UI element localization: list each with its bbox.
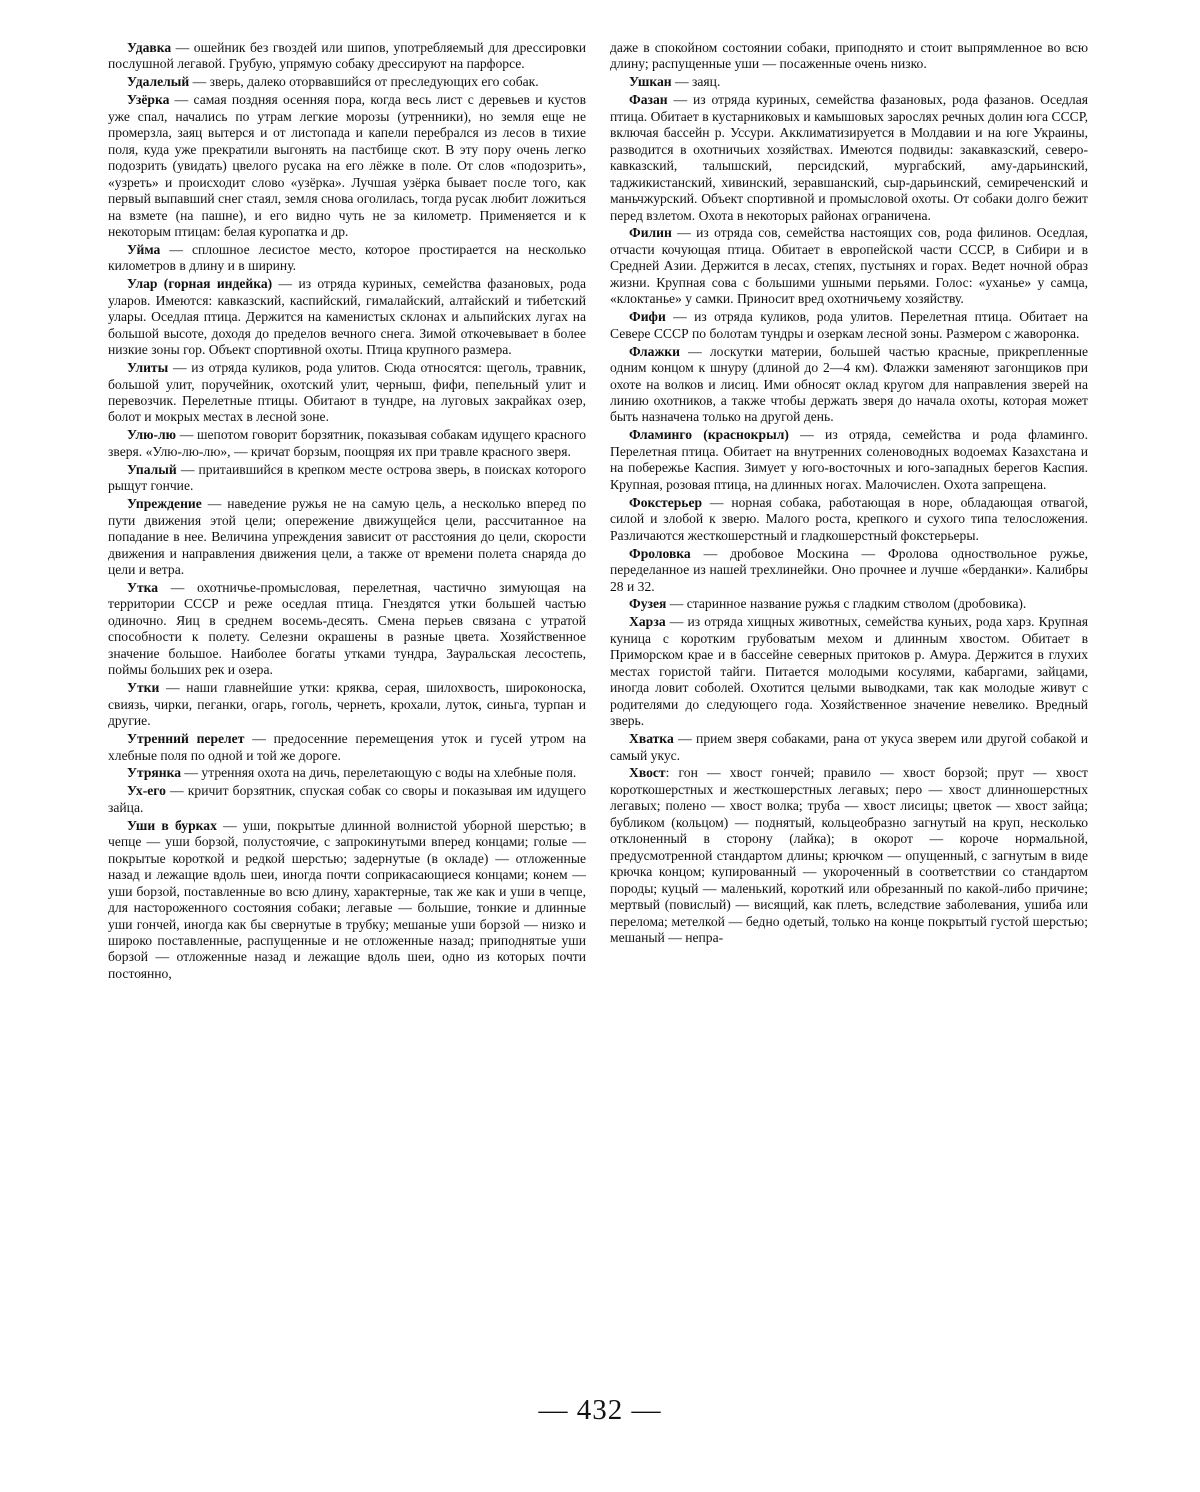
entry-fifi	[610, 309, 1088, 342]
entry-term: Харза	[629, 614, 666, 630]
entry-text: — кричит борзятник, спуская собак со своры и показывая им идущего зайца.	[108, 783, 586, 815]
entry-ulity	[108, 360, 586, 426]
entry-ulyu-lyu	[108, 427, 586, 460]
entry-continuation: даже в спокойном состоянии собаки, приподнято и стоит выпрямленное во всю длину; распущенные уши — посаженные очень низко.	[610, 40, 1088, 72]
entry-hvost	[610, 765, 1088, 946]
entry-term: Узёрка	[127, 92, 170, 108]
entry-term: Фазан	[629, 92, 668, 108]
entry-text: — наведение ружья не на самую цель, а несколько вперед по пути движения этой цели; опережение движущейся цели, рассчитанное на попадание в нее. Величина упреждения зависит от расстояния до цели, скорости движения и направления движения цели, а также от времени полета снаряда до цели и ветра.	[108, 496, 586, 578]
entry-term: Удавка	[127, 40, 172, 55]
entry-term: Ух-его	[127, 783, 166, 799]
entry-uprezhdenie	[108, 496, 586, 578]
entry-utryanka	[108, 765, 586, 781]
entry-term: Улю-лю	[127, 427, 177, 443]
entry-text: — старинное название ружья с гладким стволом (дробовика).	[666, 596, 1027, 612]
entry-text: — охотничье-промысловая, перелетная, частично зимующая на территории СССР и реже оседлая птица. Гнездятся утки большей частью одиночно. Яиц в среднем восемь-десять. Смена перьев связана с утратой способности к полету. Селезни окрашены в разные цвета. Хозяйственное значение большое. Наиболее богаты утками тундра, Зауральская лесостепь, поймы больших рек и озера.	[108, 580, 586, 678]
entry-text: — шепотом говорит борзятник, показывая собакам идущего красного зверя. «Улю-лю-лю», — кричат борзым, поощряя их при травле красного зверя.	[108, 427, 586, 459]
entry-term: Хвост	[629, 765, 666, 781]
entry-term: Утренний перелет	[127, 731, 245, 747]
entry-uh-ego	[108, 783, 586, 816]
left-column	[108, 40, 586, 984]
entry-term: Улар (горная индейка)	[127, 276, 273, 292]
entry-term: Фифи	[629, 309, 666, 325]
entry-text: — сплошное лесистое место, которое простирается на несколько километров в длину и в ширину.	[108, 241, 586, 274]
entry-text: — из отряда куриных, семейства фазановых, рода фазанов. Оседлая птица. Обитает в кустарниковых и камышовых зарослях речных долин юга СССР, включая бассейн р. Уссури. Акклиматизируется в Молдавии и на юге Украины, разводится в охотничьих хозяйствах. Имеются подвиды: закавказский, северо-кавказский, талышский, персидский, мургабский, аму-дарьинский, таджикистанский, хивинский, зеравшанский, сыр-дарьинский, семиреченский и маньчжурский. Объект спортивной и промысловой охоты. От собаки долго бежит перед взлетом. Охота в некоторых районах ограничена.	[610, 92, 1088, 223]
entry-fazan	[610, 92, 1088, 224]
entry-ular	[108, 276, 586, 358]
entry-text: — ошейник без гвоздей или шипов, употребляемый для дрессировки послушной легавой. Грубую, упрямую собаку дрессируют на парфорсе.	[108, 40, 586, 72]
entry-term: Фроловка	[629, 545, 691, 561]
entry-ushkan	[610, 74, 1088, 90]
entry-text: — утренняя охота на дичь, перелетающую с воды на хлебные поля.	[181, 765, 577, 781]
entry-uima	[108, 242, 586, 275]
entry-utki	[108, 680, 586, 729]
entry-text: — лоскутки материи, большей частью красные, прикрепленные одним концом к шнуру (длиной до 2—4 км). Флажки заменяют загонщиков при охоте на волков и лисиц. Ими обносят оклад кругом для направления зверей на линию охотников, а также чтобы держать зверя до начала охоты, которая может быть назначена только на другой день.	[610, 343, 1088, 425]
entry-text: — притаившийся в крепком месте острова зверь, в поисках которого рыщут гончие.	[108, 461, 586, 494]
entry-term: Утки	[127, 680, 160, 696]
entry-term: Филин	[629, 225, 672, 241]
entry-flazhki	[610, 344, 1088, 426]
entry-text: — из отряда куликов, рода улитов. Перелетная птица. Обитает на Севере СССР по болотам тундры и озеркам лесной зоны. Размером с жаворонка.	[610, 309, 1088, 341]
entry-term: Фокстерьер	[629, 494, 703, 510]
entry-term: Фламинго (краснокрыл)	[629, 427, 789, 443]
entry-term: Фузея	[629, 596, 667, 612]
entry-text: — предосенние перемещения уток и гусей утром на хлебные поля по одной и той же дороге.	[108, 731, 586, 763]
entry-term: Упреждение	[127, 496, 202, 512]
entry-filin	[610, 225, 1088, 307]
entry-term: Упалый	[127, 461, 177, 477]
entry-text: — из отряда, семейства и рода фламинго. Перелетная птица. Обитает на внутренних соленоводных водоемах Казахстана и на побережье Каспия. Зимует у юго-восточных и юго-западных берегов Каспия. Крупная, розовая птица, на длинных ногах. Малочислен. Охота запрещена.	[610, 427, 1088, 492]
entry-text: — уши, покрытые длинной волнистой уборной шерстью; в чепце — уши борзой, полустоячие, с запрокинутыми вперед концами; голые — покрытые короткой и редкой шерстью; задернутые (в окладе) — отложенные назад и лежащие вдоль шеи, иногда почти соприкасающиеся концами; конем — уши борзой, поставленные во всю длину, характерные, так же как и уши в чепце, для настороженного состояния собаки; легавые — большие, тонкие и длинные уши гончей, иногда как бы свернутые в трубку; мешаные уши борзой — низко и широко поставленные, распущенные и не отложенные назад; приподнятые уши борзой — отложенные назад и лежащие вдоль шеи, одно из которых почти постоянно,	[108, 817, 587, 981]
entry-text: — дробовое Москина — Фролова одноствольное ружье, переделанное из нашей трехлинейки. Оно прочнее и лучше «берданки». Калибры 28 и 32.	[610, 545, 1088, 594]
page-number: — 432 —	[538, 1394, 662, 1426]
entry-term: Утрянка	[127, 765, 182, 781]
entry-text: : гон — хвост гончей; правило — хвост борзой; прут — хвост короткошерстных и жесткошерстных легавых; перо — хвост длинношерстных легавых; полено — хвост волка; труба — хвост лисицы; цветок — хвост зайца; бубликом (кольцом) — поднятый, кольцеобразно загнутый на круп, несколько отклоненный в сторону (лайка); в окорот — короче нормальной, предусмотренной стандартом длины; крючком — опущенный, с загнутым в виде крючка концом; купированный — укороченный в соответствии со стандартом породы; куцый — маленький, короткий или обрезанный по какой-либо причине; мертвый (повислый) — висящий, как плеть, вследствие заболевания, ушиба или перелома; метелкой — бедно одетый, только на конце покрытый густой шерстью; мешаный — непра-	[610, 765, 1088, 946]
entry-term: Хватка	[629, 731, 674, 747]
entry-text: — из отряда хищных животных, семейства куньих, рода харз. Крупная куница с коротким грубоватым мехом и длинным хвостом. Обитает в Приморском крае и в бассейне северных притоков р. Амура. Держится в глухих местах гористой тайги. Питается молодыми косулями, кабаргами, зайцами, иногда ловит соболей. Охотится целыми выводками, так как молодые живут с родителями до следующего года. Хозяйственное значение невелико. Вредный зверь.	[610, 614, 1088, 729]
entry-term: Утка	[127, 580, 159, 595]
entry-term: Улиты	[127, 360, 169, 376]
entry-frolovka	[610, 546, 1088, 595]
entry-flamingo	[610, 427, 1088, 493]
entry-text: — из отряда сов, семейства настоящих сов, рода филинов. Оседлая, отчасти кочующая птица. Обитает в европейской части СССР, в Сибири и в Средней Азии. Держится в лесах, степях, пустынях и горах. Ведет ночной образ жизни. Крупная сова с большими ушными перьями. Голос: «уханье» у самца, «клоктанье» у самки. Приносит вред охотничьему хозяйству.	[610, 225, 1088, 307]
entry-utka	[108, 580, 586, 679]
entry-term: Удалелый	[127, 74, 190, 90]
entry-term: Уйма	[127, 241, 161, 257]
entry-uzerka	[108, 92, 586, 240]
entry-text: — зверь, далеко оторвавшийся от преследующих его собак.	[189, 74, 539, 90]
entry-text: — норная собака, работающая в норе, обладающая отвагой, силой и злобой к зверю. Малого роста, крепкого и сухого типа телосложения. Различаются жесткошерстный и гладкошерстный фокстерьеры.	[610, 494, 1088, 543]
entry-text: — заяц.	[671, 74, 721, 90]
entry-foksterier	[610, 495, 1088, 544]
entry-text: — наши главнейшие утки: кряква, серая, шилохвость, широконоска, свиязь, чирки, пеганки, огарь, гоголь, чернеть, крохали, луток, синьга, турпан и другие.	[108, 680, 586, 729]
entry-text: — из отряда куликов, рода улитов. Сюда относятся: щеголь, травник, большой улит, поручейник, охотский улит, черныш, фифи, пепельный улит и перевозчик. Перелетные птицы. Обитают в тундре, на луговых закрайках озер, болот и мокрых местах в лесной зоне.	[108, 360, 586, 425]
entry-upaliy	[108, 462, 586, 495]
entry-ushi	[108, 818, 586, 983]
entry-text: — самая поздняя осенняя пора, когда весь лист с деревьев и кустов уже спал, начались по утрам легкие морозы (утренники), но земля еще не промерзла, заяц вытерся и от листопада и капели перебрался из лесов в тихие поля, куда уже прекратили выгонять на пастбище скот. В эту пору очень легко подозрить (увидать) цвелого русака на его лёжке в поле. От слов «подозрить», «узреть» и происходит слово «узёрка». Лучшая узёрка бывает после того, как первый выпавший снег стаял, земля снова оголилась, тогда русак любит ложиться на взмете (на пашне), и его видно чуть не за километр. Применяется и к некоторым птицам: белая куропатка и др.	[108, 92, 586, 239]
entry-harza	[610, 614, 1088, 729]
entry-term: Уши в бурках	[127, 817, 217, 833]
entry-text: — из отряда куриных, семейства фазановых, рода уларов. Имеются: кавказский, каспийский, гималайский, алтайский и тибетский улары. Оседлая птица. Держится на каменистых склонах и альпийских лугах на большой высоте, доходя до пределов вечного снега. Зимой откочевывает в более низкие зоны гор. Объект спортивной охоты. Птица крупного размера.	[108, 276, 586, 358]
entry-utrenniy-perelet	[108, 731, 586, 764]
entry-text: — прием зверя собаками, рана от укуса зверем или другой собакой и самый укус.	[610, 731, 1088, 763]
entry-udavka	[108, 40, 586, 73]
entry-term: Флажки	[629, 343, 680, 359]
entry-term: Ушкан	[629, 74, 672, 90]
right-column	[610, 40, 1088, 948]
entry-fuzeya	[610, 596, 1088, 612]
entry-udaleliy	[108, 74, 586, 90]
entry-hvatka	[610, 731, 1088, 764]
